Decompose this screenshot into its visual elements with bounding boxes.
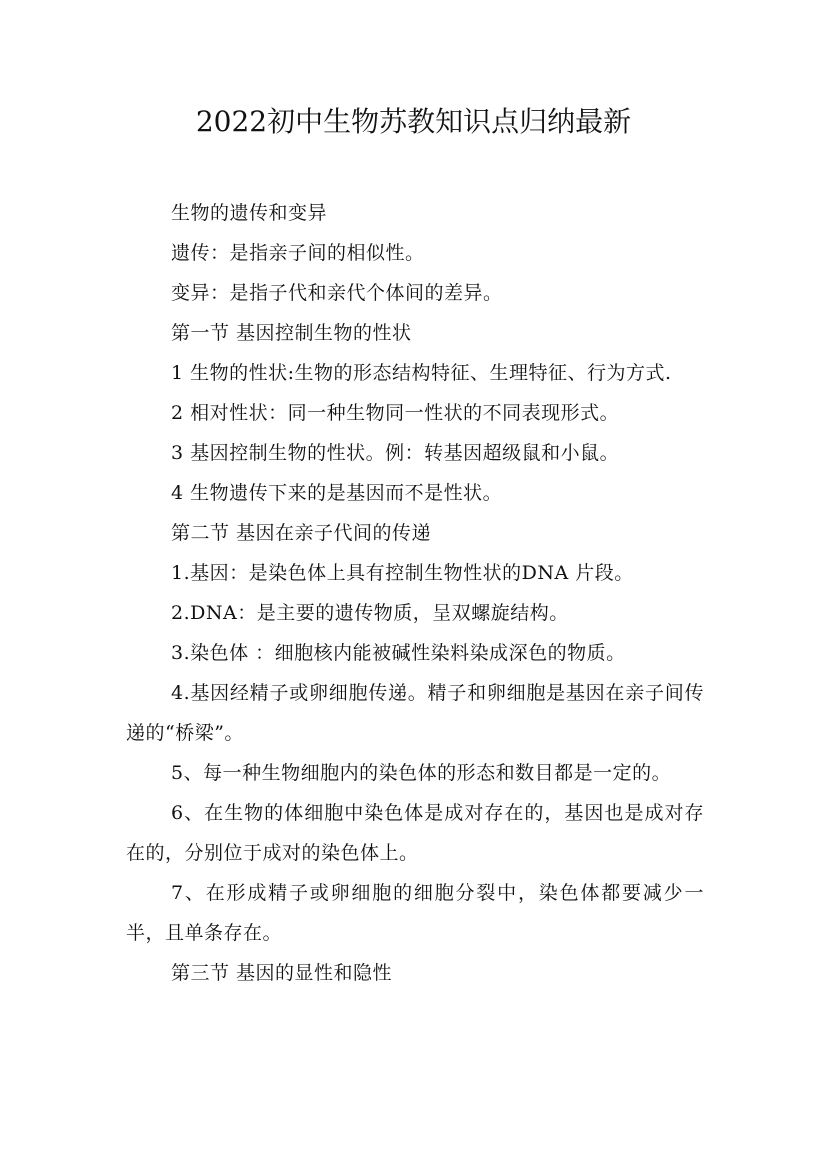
paragraph: 3.染色体 ：细胞核内能被碱性染料染成深色的物质。	[171, 642, 626, 664]
paragraph: 3 基因控制生物的性状。例：转基因超级鼠和小鼠。	[171, 442, 620, 464]
paragraph: 1 生物的性状:生物的形态结构特征、生理特征、行为方式.	[171, 362, 672, 384]
paragraph: 1.基因：是染色体上具有控制生物性状的DNA 片段。	[171, 562, 634, 584]
paragraph: 2 相对性状：同一种生物同一性状的不同表现形式。	[171, 402, 620, 424]
document-body	[126, 193, 704, 993]
section-heading: 第一节 基因控制生物的性状	[171, 322, 412, 344]
section-heading: 第三节 基因的显性和隐性	[171, 962, 393, 984]
paragraph: 5、每一种生物细胞内的染色体的形态和数目都是一定的。	[171, 762, 672, 784]
paragraph: 4 生物遗传下来的是基因而不是性状。	[171, 482, 503, 504]
paragraph: 6、在生物的体细胞中染色体是成对存在的，基因也是成对存在的，分别位于成对的染色体上。	[126, 802, 704, 864]
paragraph: 变异：是指子代和亲代个体间的差异。	[171, 282, 503, 304]
paragraph: 2.DNA：是主要的遗传物质，呈双螺旋结构。	[171, 602, 569, 624]
document-title: 2022初中生物苏教知识点归纳最新	[195, 105, 632, 138]
paragraph: 7、在形成精子或卵细胞的细胞分裂中，染色体都要减少一半，且单条存在。	[126, 882, 704, 944]
section-heading: 第二节 基因在亲子代间的传递	[171, 522, 432, 544]
paragraph: 遗传：是指亲子间的相似性。	[171, 242, 425, 264]
section-heading: 生物的遗传和变异	[171, 202, 328, 224]
paragraph: 4.基因经精子或卵细胞传递。精子和卵细胞是基因在亲子间传递的“桥梁”。	[126, 682, 704, 744]
